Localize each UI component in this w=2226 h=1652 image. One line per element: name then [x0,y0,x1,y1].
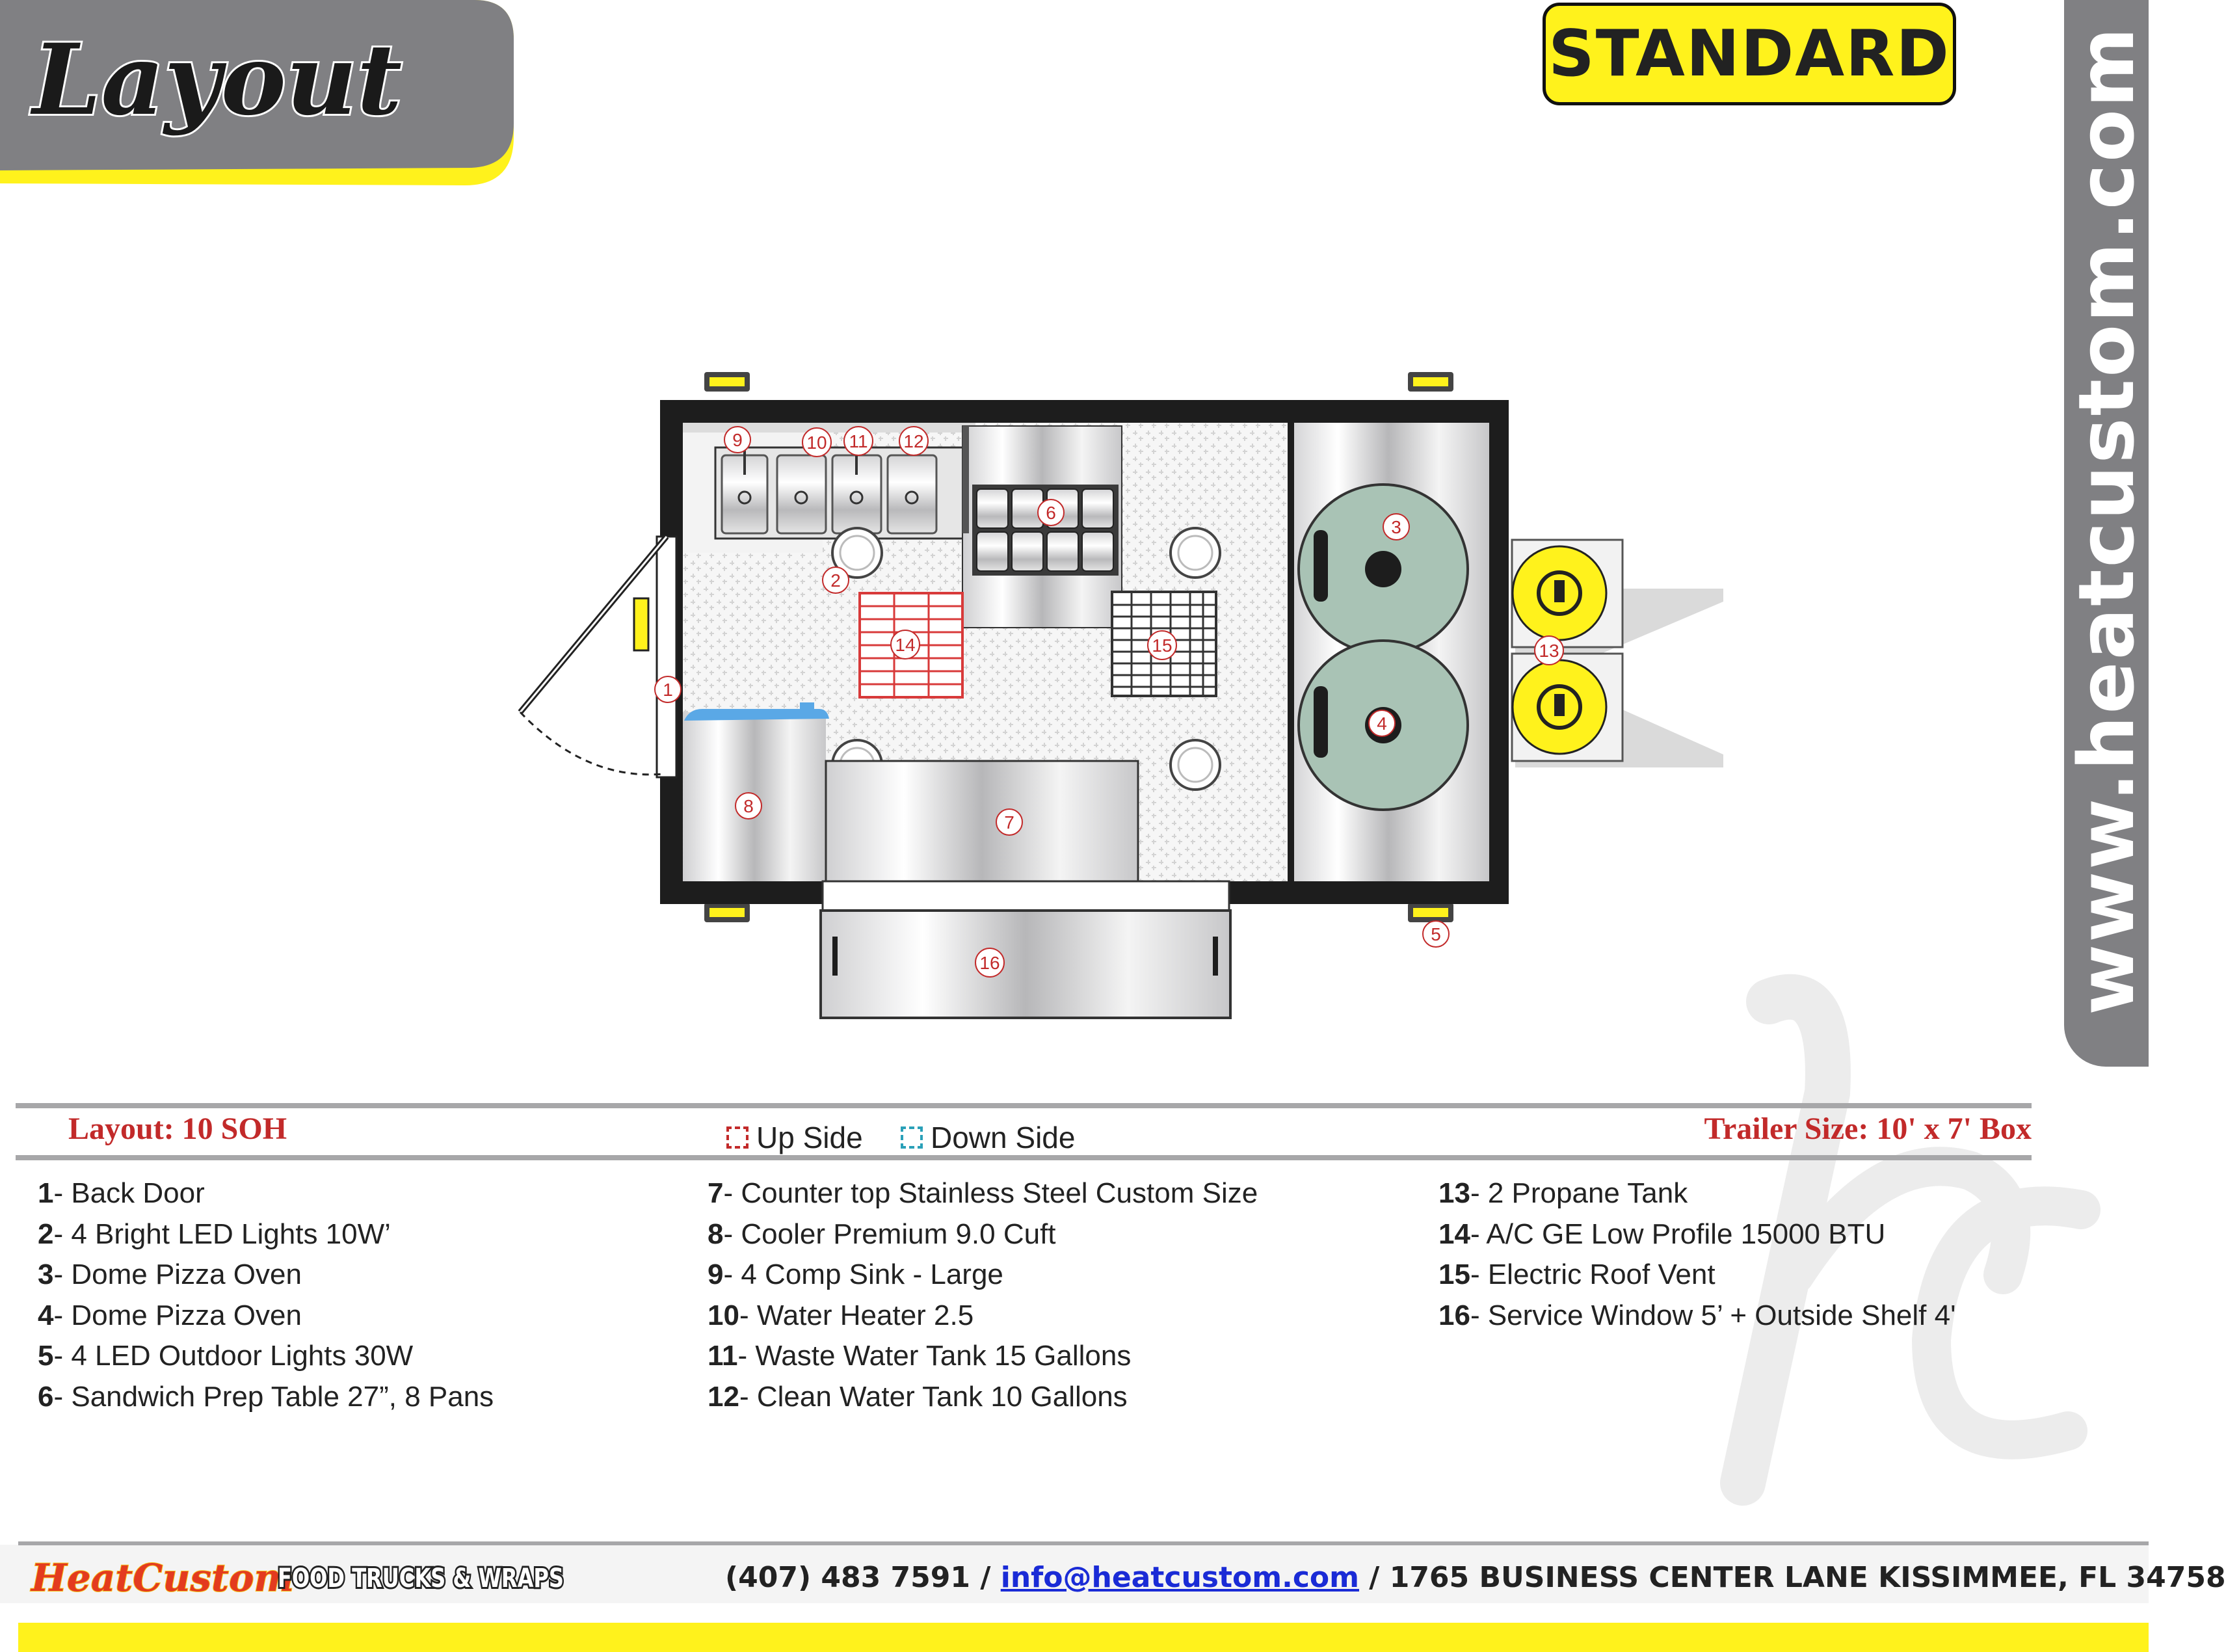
back-door [520,537,676,777]
equipment-list-col1 [38,1173,494,1417]
food-trucks-wraps-logo [276,1554,569,1600]
list-item: 16- Service Window 5’ + Outside Shelf 4' [1438,1299,1956,1331]
side-url-tab [2061,0,2151,1067]
footer-contact [725,1561,2226,1594]
marker-3 [1383,514,1409,540]
list-item: 13- 2 Propane Tank [1438,1177,1688,1209]
list-item: 11- Waste Water Tank 15 Gallons [708,1340,1132,1372]
marker-4 [1369,710,1395,736]
svg-text:9: 9 [732,430,743,450]
layout-label: Layout: 10 SOH [68,1112,287,1146]
side-url-text: www.heatcustom.com [2061,25,2151,1015]
list-item: 7- Counter top Stainless Steel Custom Size [708,1177,1258,1209]
up-side-label: Up Side [756,1121,863,1154]
counter-top [826,761,1138,881]
legend-up-side [726,1120,863,1155]
footer-yellow-stripe [18,1623,2149,1652]
marker-9 [724,427,750,453]
list-item: 2- 4 Bright LED Lights 10W’ [38,1218,391,1250]
legend-bottom-rule [16,1155,2032,1160]
svg-text:5: 5 [1431,924,1441,944]
marker-1 [655,676,681,702]
svg-text:16: 16 [979,953,1000,973]
list-item: 9- 4 Comp Sink - Large [708,1259,1003,1290]
marker-6 [1038,500,1064,526]
list-item: 4- Dome Pizza Oven [38,1299,302,1331]
list-item: 15- Electric Roof Vent [1438,1259,1716,1290]
list-item: 14- A/C GE Low Profile 15000 BTU [1438,1218,1886,1250]
equipment-list-col3 [1438,1173,1956,1336]
marker-12 [899,427,928,455]
svg-text:13: 13 [1539,641,1559,661]
svg-text:11: 11 [849,431,868,451]
sandwich-prep-table [962,426,1122,628]
svg-text:FOOD TRUCKS & WRAPS: FOOD TRUCKS & WRAPS [278,1564,564,1593]
svg-text:12: 12 [903,431,924,451]
svg-text:3: 3 [1391,517,1401,537]
marker-2 [823,567,849,593]
list-item: 10- Water Heater 2.5 [708,1299,974,1331]
footer-rule [18,1541,2149,1545]
marker-15 [1148,631,1176,659]
list-item: 6- Sandwich Prep Table 27”, 8 Pans [38,1380,494,1413]
marker-5 [1423,921,1449,947]
marker-10 [802,428,831,457]
footer-email-link[interactable]: info@heatcustom.com [1000,1561,1359,1594]
svg-text:6: 6 [1046,503,1056,523]
svg-text:1: 1 [663,680,673,700]
cooler [683,702,829,881]
legend-top-rule [16,1103,2032,1108]
svg-text:10: 10 [806,433,827,453]
footer-sep: / [970,1561,1001,1594]
trailer-size-label: Trailer Size: 10' x 7' Box [1704,1112,2032,1146]
marker-11 [844,427,873,455]
heatcustom-logo [26,1547,294,1605]
up-side-swatch [726,1126,749,1149]
footer-sep: / [1358,1561,1390,1594]
svg-text:HeatCustom: HeatCustom [31,1556,294,1600]
svg-text:4: 4 [1377,713,1387,734]
list-item: 5- 4 LED Outdoor Lights 30W [38,1340,414,1372]
marker-13 [1535,636,1563,665]
title-tab [0,0,514,176]
footer-address: 1765 BUSINESS CENTER LANE KISSIMMEE, FL 34758 [1389,1561,2226,1594]
marker-8 [735,793,762,819]
list-item: 12- Clean Water Tank 10 Gallons [708,1380,1128,1413]
down-side-label: Down Side [931,1121,1076,1154]
service-window-shelf [821,881,1230,1018]
list-item: 3- Dome Pizza Oven [38,1259,302,1290]
svg-text:15: 15 [1152,635,1173,656]
legend-down-side [901,1120,1075,1155]
page-title: Layout [33,23,403,137]
trailer-floor-plan [507,364,1762,1034]
down-side-swatch [901,1126,923,1149]
equipment-list-col2 [708,1173,1258,1417]
list-item: 1- Back Door [38,1177,205,1209]
svg-text:7: 7 [1004,812,1014,833]
list-item: 8- Cooler Premium 9.0 Cuft [708,1218,1056,1250]
svg-text:14: 14 [895,635,916,655]
marker-14 [891,630,920,659]
footer-phone: (407) 483 7591 [725,1561,971,1594]
marker-7 [996,809,1022,835]
svg-text:8: 8 [743,796,754,816]
marker-16 [975,948,1004,977]
standard-badge: STANDARD [1543,3,1956,105]
svg-text:2: 2 [830,570,841,591]
